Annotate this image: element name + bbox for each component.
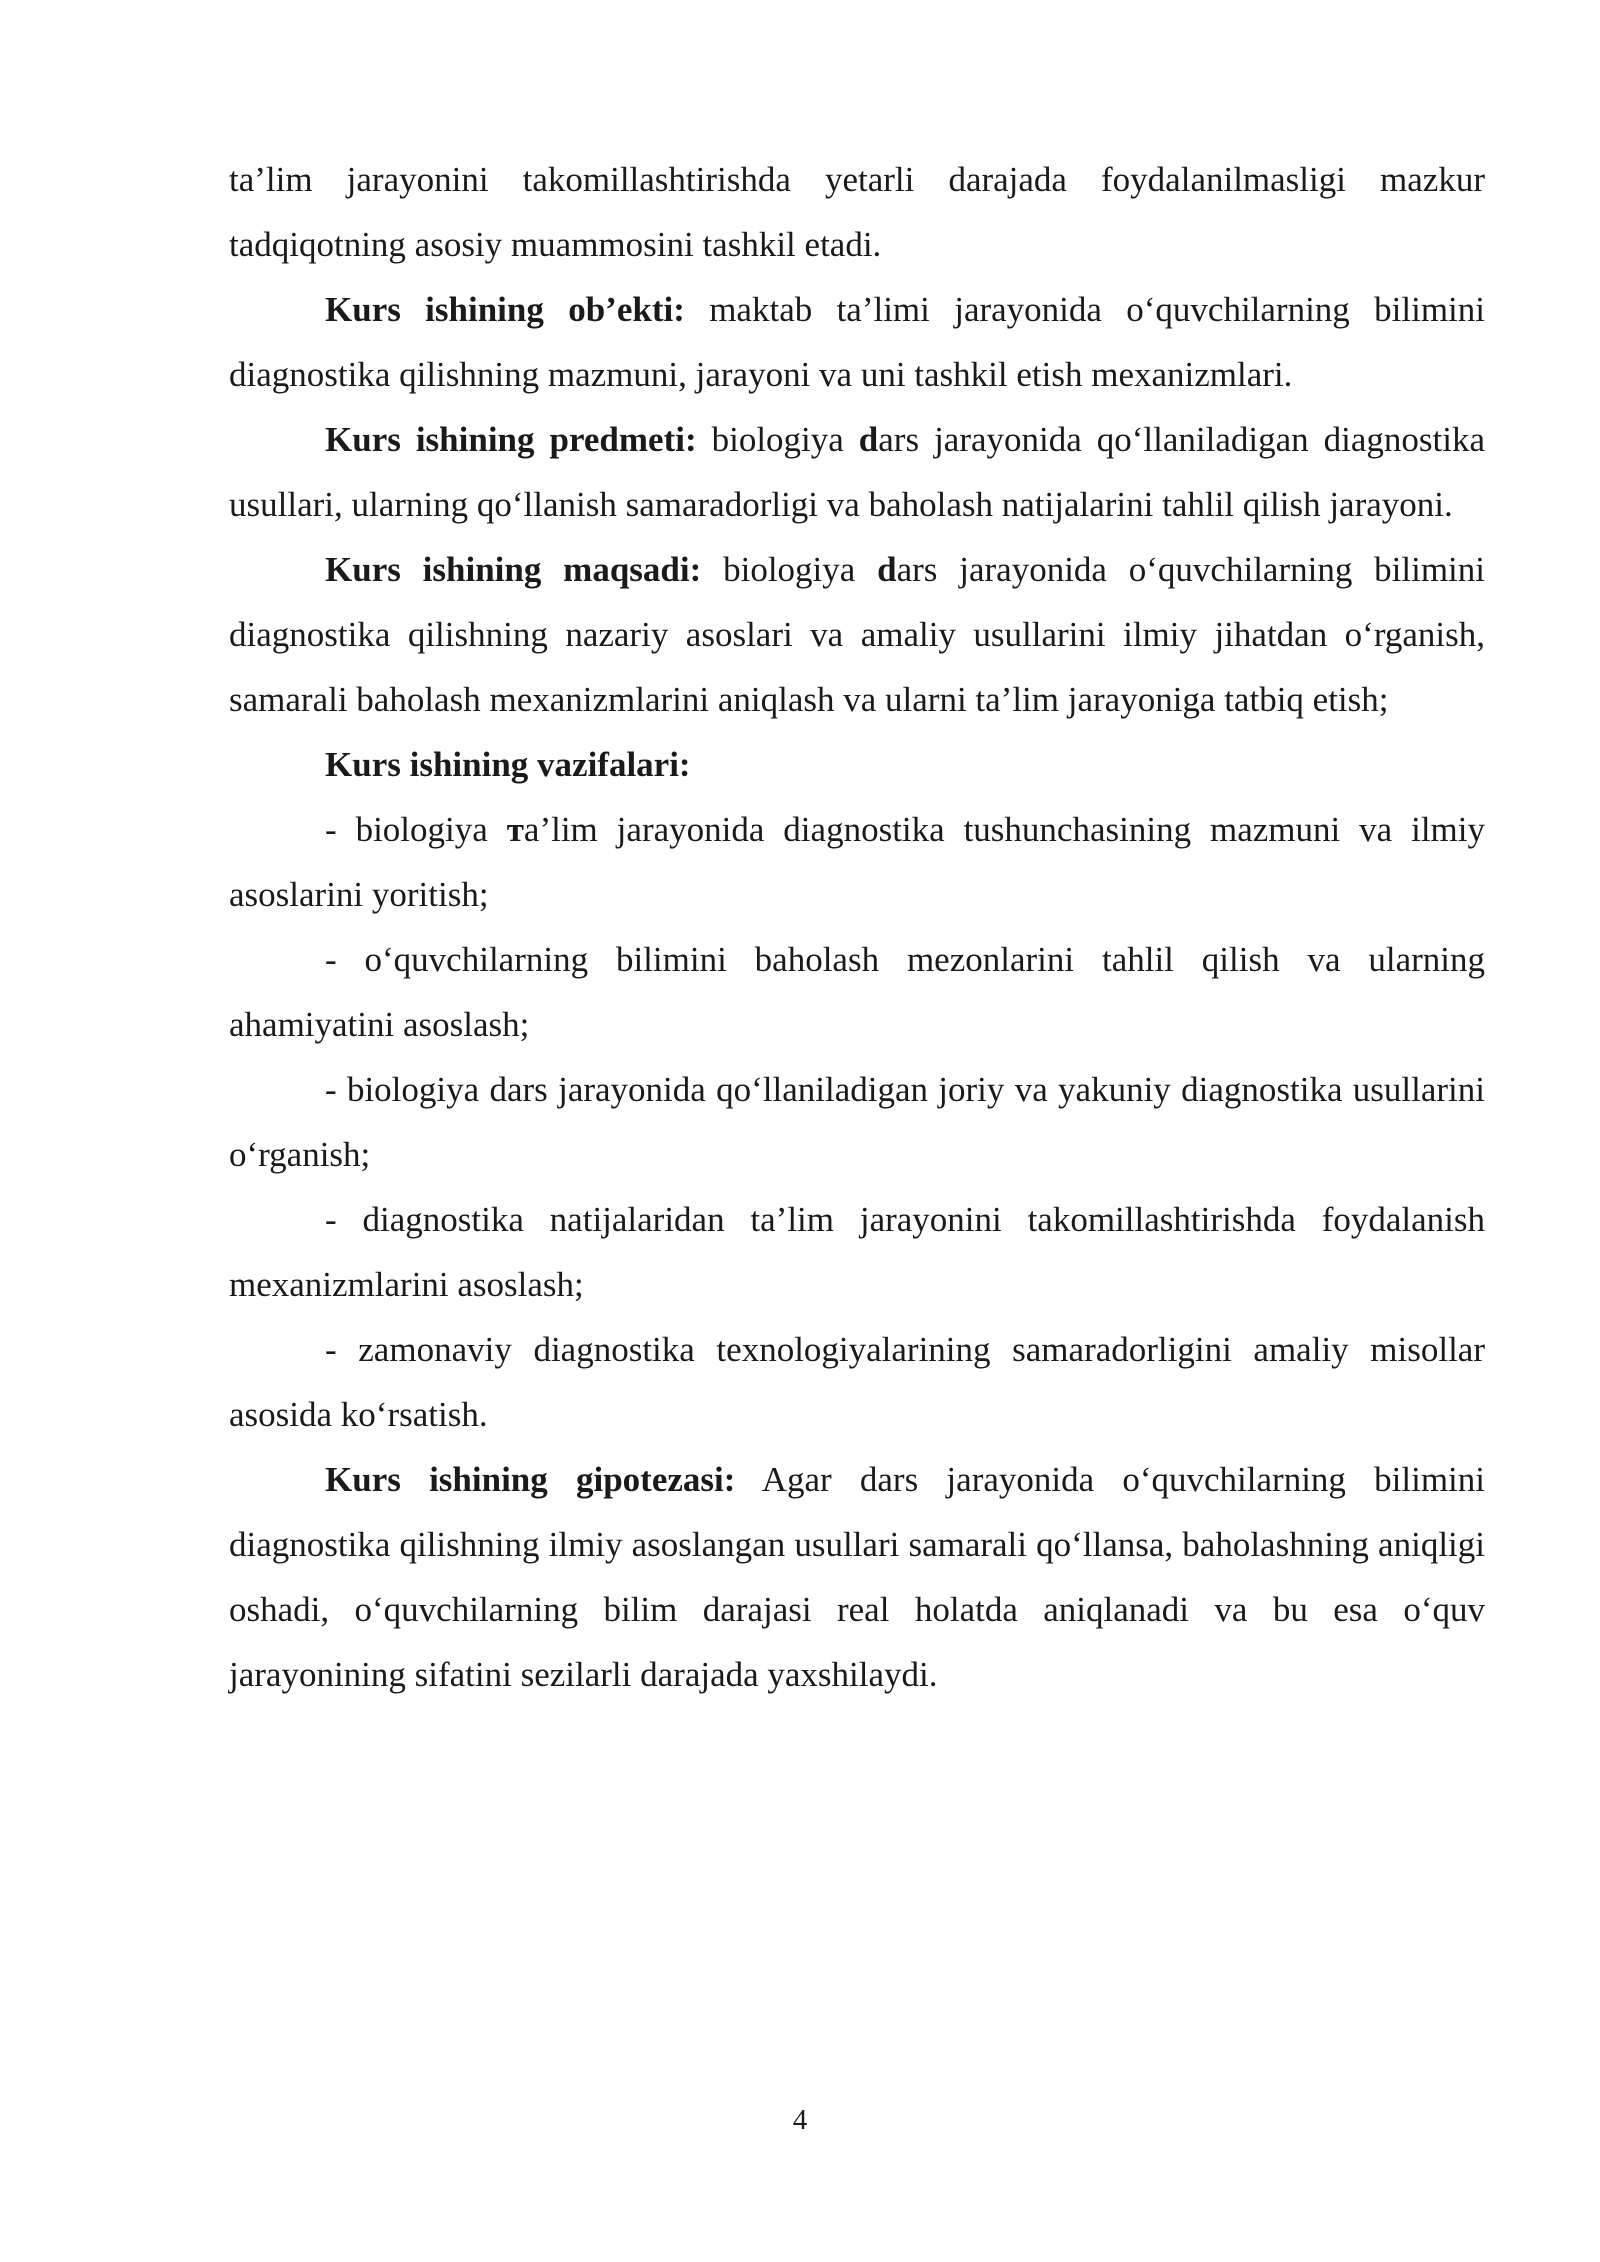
paragraph-text: - biologiya <box>325 810 507 849</box>
paragraph-text: ta’lim jarayonini takomillashtirishda yetarli darajada foydalanilmasligi mazkur tadqiqotning asosiy muammosini tashkil etadi. <box>229 160 1485 264</box>
paragraph-text: - diagnostika natijalaridan ta’lim jarayonini takomillashtirishda foydalanish mexanizmlarini asoslash; <box>229 1200 1485 1304</box>
paragraph-text: - zamonaviy diagnostika texnologiyalarining samaradorligini amaliy misollar asosida ko‘rsatish. <box>229 1330 1485 1434</box>
paragraph-hypothesis <box>229 1447 1485 1707</box>
paragraph-text: ars jarayonida qo‘llaniladigan diagnostika usullari, ularning qo‘llanish samaradorligi va baholash natijalarini tahlil qilish jarayoni. <box>229 420 1485 524</box>
bold-letter: d <box>858 420 879 459</box>
paragraph-label: Kurs ishining maqsadi: <box>325 550 702 589</box>
paragraph-text: biologiya <box>701 550 878 589</box>
task-item <box>229 927 1485 1057</box>
body-text <box>229 147 1485 1707</box>
paragraph-label: Kurs ishining predmeti: <box>325 420 697 459</box>
paragraph-text: ars jarayonida o‘quvchilarning bilimini diagnostika qilishning nazariy asoslari va amaliy usullarini ilmiy jihatdan o‘rganish, samarali baholash mexanizmlarini aniqlash va ularni ta’lim jarayoniga tatbiq etish; <box>229 550 1485 719</box>
paragraph-text: maktab ta’limi jarayonida o‘quvchilarning bilimini diagnostika qilishning mazmuni, jarayoni va uni tashkil etish mexanizmlari. <box>229 290 1485 394</box>
task-item <box>229 1057 1485 1187</box>
bold-letter: d <box>877 550 897 589</box>
task-item <box>229 1317 1485 1447</box>
paragraph-text: - o‘quvchilarning bilimini baholash mezonlarini tahlil qilish va ularning ahamiyatini asoslash; <box>229 940 1485 1044</box>
task-item <box>229 797 1485 927</box>
paragraph-aim <box>229 537 1485 732</box>
page-number: 4 <box>792 2104 808 2136</box>
paragraph-label: Kurs ishining gipotezasi: <box>325 1460 736 1499</box>
paragraph-label: Kurs ishining ob’ekti: <box>325 290 685 329</box>
paragraph-subject <box>229 407 1485 537</box>
paragraph-tasks-heading <box>229 732 1485 797</box>
paragraph-label: Kurs ishining vazifalari: <box>325 745 691 784</box>
paragraph-text: - biologiya dars jarayonida qo‘llaniladigan joriy va yakuniy diagnostika usullarini o‘rganish; <box>229 1070 1485 1174</box>
paragraph-object <box>229 277 1485 407</box>
paragraph-text: biologiya <box>696 420 859 459</box>
paragraph-continuation <box>229 147 1485 277</box>
paragraph-text: a’lim jarayonida diagnostika tushunchasining mazmuni va ilmiy asoslarini yoritish; <box>229 810 1485 914</box>
task-item <box>229 1187 1485 1317</box>
paragraph-text: Agar dars jarayonida o‘quvchilarning bilimini diagnostika qilishning ilmiy asoslangan usullari samarali qo‘llansa, baholashning aniqligi oshadi, o‘quvchilarning bilim darajasi real holatda aniqlanadi va bu esa o‘quv jarayonining sifatini sezilarli darajada yaxshilaydi. <box>229 1460 1485 1694</box>
bold-letter: т <box>506 810 524 849</box>
